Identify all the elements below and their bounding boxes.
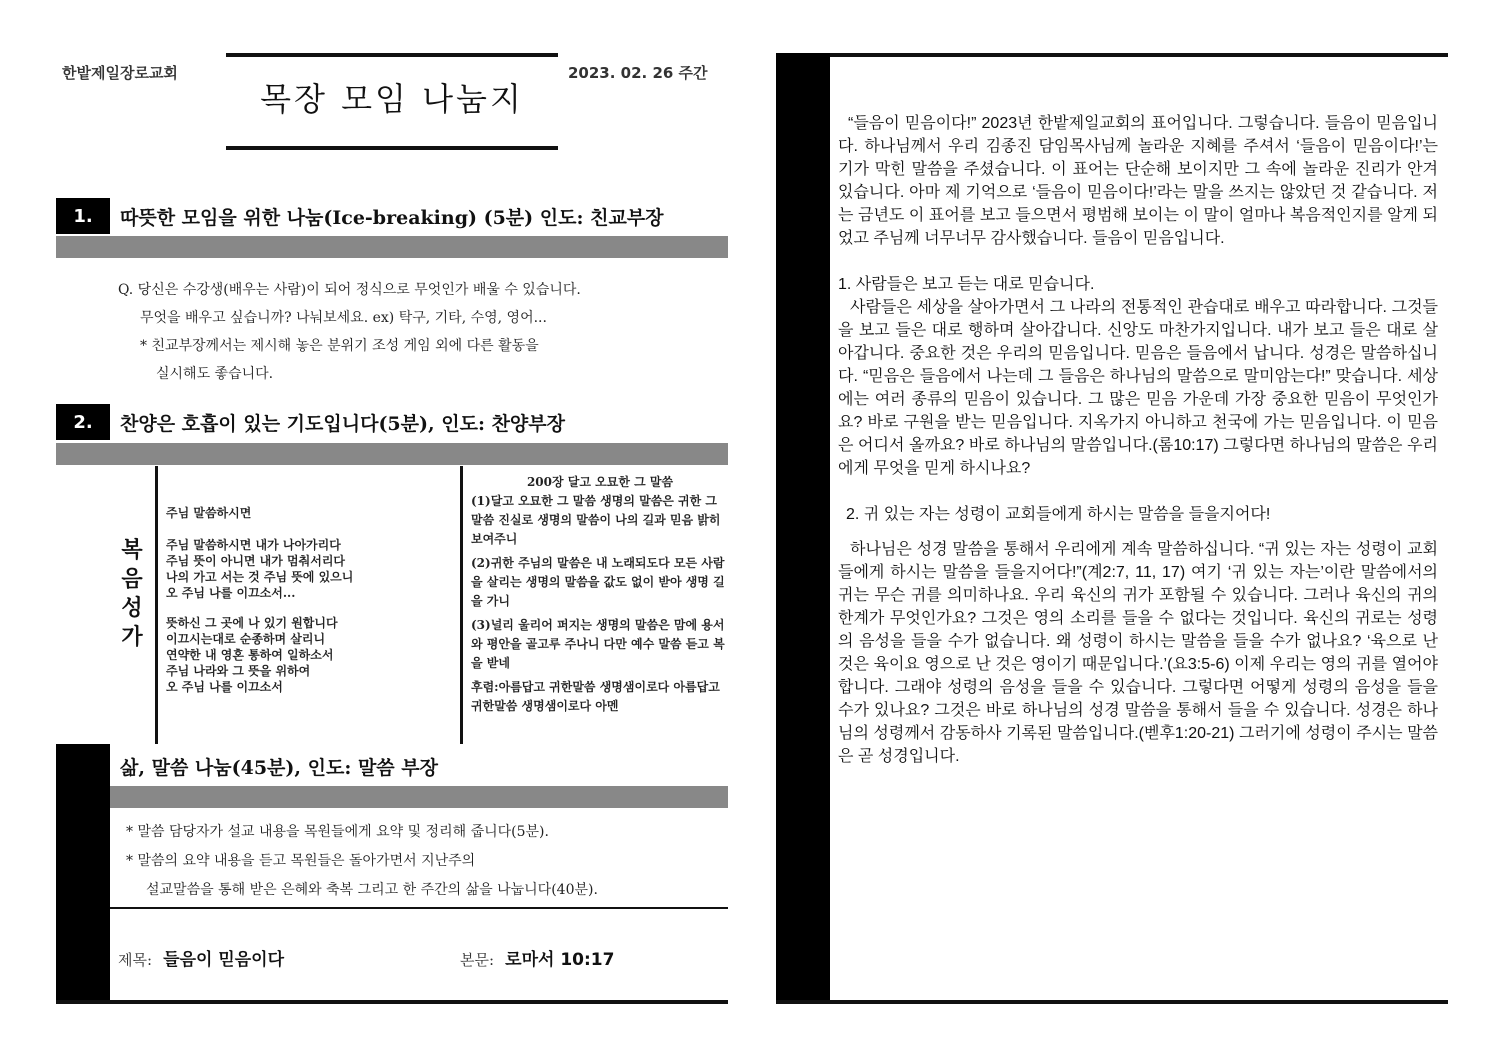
article-paragraph-1: “들음이 믿음이다!” 2023년 한밭제일교회의 표어입니다. 그렇습니다. 들음이 믿음입니다. 하나님께서 우리 김종진 담임목사님께 놀라운 지혜를 주셔서 ‘들음이 믿음이다!’는 기가 막힌 말씀을 주셨습니다. 이 표어는 단순해 보이지만 그 속에 놀라운 진리가 안겨 있습니다. 아마 제 기억으로 ‘들음이 믿음이다!’라는 말을 쓰지는 않았던 것 같습니다. 저는 금년도 이 표어를 보고 들으면서 평범해 보이는 이 말이 얼마나 복음적인지를 알게 되었고 주님께 너무너무 감사했습니다. 들음이 믿음입니다. xyxy=(838,115,1438,247)
article-paragraph-3: 하나님은 성경 말씀을 통해서 우리에게 계속 말씀하십니다. “귀 있는 자는 성령이 교회들에게 하시는 말씀을 들을지어다!”(계2:7, 11, 17) 여기 ‘귀 있는 자는’이란 말씀에서의 귀는 무슨 귀를 의미하나요. 우리 육신의 귀가 포함될 수 있습니다. 그러나 육신의 귀의 한계가 무엇인가요? 그것은 영의 소리를 들을 수 없다는 것입니다. 육신의 귀로는 성령의 음성을 들을 수가 없습니다. 왜 성령이 하시는 말씀을 들을 수가 없나요? ‘육으로 난 것은 육이요 영으로 난 것은 영이기 때문입니다.’(요3:5-6) 이제 우리는 영의 귀를 열어야 합니다. 그래야 성령의 음성을 들을 수 있습니다. 그렇다면 어떻게 성령의 음성을 들을 수가 있나요? 그것은 바로 하나님의 성경 말씀을 통해서 들을 수 있습니다. 성경은 하나님의 성령께서 감동하사 기록된 말씀입니다.(벧후1:20-21) 그러기에 성령이 주시는 말씀은 곧 성경입니다. xyxy=(838,541,1438,765)
icebreak-line-2: 무엇을 배우고 싶습니까? 나눠보세요. ex) 탁구, 기타, 수영, 영어... xyxy=(140,310,547,326)
lyric-line: 주님 뜻이 아니면 내가 멈춰서리다 xyxy=(166,554,346,568)
lyric-line: 나의 가고 서는 것 주님 뜻에 있으니 xyxy=(166,570,354,584)
sermon-instructions xyxy=(126,818,726,905)
song-2-verse-2: (2)귀한 주님의 말씀은 내 노래되도다 모든 사람을 살리는 생명의 말씀을 값도 없이 받아 생명 길을 가니 xyxy=(471,556,725,608)
sermon-article xyxy=(838,112,1438,791)
article-heading-1: 1. 사람들은 보고 듣는 대로 믿습니다. xyxy=(838,276,1095,293)
left-page-bottom-rule xyxy=(56,1000,728,1004)
page-title: 목장 모임 나눔지 xyxy=(260,80,524,118)
song-1-verse-1 xyxy=(166,537,456,601)
lyric-line: 뜻하신 그 곳에 나 있기 원합니다 xyxy=(166,616,338,630)
article-heading-2: 2. 귀 있는 자는 성령이 교회들에게 하시는 말씀을 들을지어다! xyxy=(846,506,1271,523)
lyric-line: 주님 나라와 그 뜻을 위하여 xyxy=(166,664,311,678)
sermon-note-1: * 말씀 담당자가 설교 내용을 목원들에게 요약 및 정리해 줍니다(5분). xyxy=(126,824,549,840)
section-2-title: 찬양은 호흡이 있는 기도입니다(5분), 인도: 찬양부장 xyxy=(120,413,565,435)
title-rule-top xyxy=(226,53,558,57)
lyric-line: 오 주님 나를 이끄소서 xyxy=(166,680,283,694)
bulletin-date: 2023. 02. 26 주간 xyxy=(568,64,708,82)
hymn-song-2 xyxy=(471,473,729,721)
right-page-side-bar xyxy=(776,53,830,1004)
sermon-note-3: 설교말씀을 통해 받은 은혜와 축복 그리고 한 주간의 삶을 나눕니다(40분). xyxy=(146,882,598,898)
icebreak-line-3: * 친교부장께서는 제시해 놓은 분위기 조성 게임 외에 다른 활동을 xyxy=(140,338,539,354)
hymn-divider-right xyxy=(460,466,463,744)
sermon-title-row xyxy=(118,945,284,970)
sermon-title-label: 제목: xyxy=(118,951,153,969)
gospel-label-char: 성 xyxy=(121,595,143,621)
gospel-label-char: 음 xyxy=(121,566,143,592)
title-rule-bottom xyxy=(226,146,558,150)
song-2-chorus: 후렴:아름답고 귀한말씀 생명샘이로다 아름답고 귀한말씀 생명샘이로다 아멘 xyxy=(471,680,720,713)
hymn-song-1 xyxy=(166,505,456,695)
section-3-bar xyxy=(56,786,728,808)
song-1-verse-2 xyxy=(166,615,456,695)
section-2-bar xyxy=(56,443,728,465)
right-page-top-rule xyxy=(776,53,1448,57)
lyric-line: 연약한 내 영혼 통하여 일하소서 xyxy=(166,648,334,662)
icebreak-line-4: 실시해도 좋습니다. xyxy=(156,366,274,382)
gospel-song-label xyxy=(114,536,150,652)
gospel-label-char: 가 xyxy=(121,624,143,650)
song-2-title: 200장 달고 오묘한 그 말씀 xyxy=(526,475,674,489)
song-1-title: 주님 말씀하시면 xyxy=(166,506,252,520)
lyric-line: 오 주님 나를 이끄소서... xyxy=(166,586,296,600)
right-page-bottom-rule xyxy=(776,1000,1448,1004)
section-3-side-bar xyxy=(56,744,110,1002)
gospel-label-char: 복 xyxy=(121,537,143,563)
section-1-number: 1. xyxy=(56,198,110,234)
sermon-text-row xyxy=(460,945,614,970)
song-2-verse-3: (3)널리 울리어 퍼지는 생명의 말씀은 맘에 용서와 평안을 골고루 주나니 다만 예수 말씀 듣고 복을 받네 xyxy=(471,618,725,670)
sermon-text-value: 로마서 10:17 xyxy=(505,950,615,970)
hymn-divider-left xyxy=(155,466,158,744)
song-2-verse-1: (1)달고 오묘한 그 말씀 생명의 말씀은 귀한 그 말씀 진실로 생명의 말씀이 나의 길과 믿음 밝히 보여주니 xyxy=(471,494,721,546)
sermon-note-2: * 말씀의 요약 내용을 듣고 목원들은 돌아가면서 지난주의 xyxy=(126,853,476,869)
section-1-title: 따뜻한 모임을 위한 나눔(Ice-breaking) (5분) 인도: 친교부장 xyxy=(120,207,664,229)
church-name: 한밭제일장로교회 xyxy=(62,64,178,82)
sermon-text-label: 본문: xyxy=(460,951,495,969)
lyric-line: 주님 말씀하시면 내가 나아가리다 xyxy=(166,538,341,552)
sermon-separator xyxy=(110,907,728,909)
section-3-title: 삶, 말씀 나눔(45분), 인도: 말씀 부장 xyxy=(120,757,438,779)
section-1-bar xyxy=(56,236,728,258)
article-paragraph-2: 사람들은 세상을 살아가면서 그 나라의 전통적인 관습대로 배우고 따라합니다. 그것들을 보고 들은 대로 행하며 살아갑니다. 신앙도 마찬가지입니다. 내가 보고 들은 대로 살아갑니다. 중요한 것은 우리의 믿음입니다. 믿음은 들음에서 납니다. 성경은 말씀하십니다. “믿음은 들음에서 나는데 그 들음은 하나님의 말씀으로 말미암는다!” 맞습니다. 세상에는 여러 종류의 믿음이 있습니다. 그 많은 믿음 가운데 가장 중요한 믿음이 무엇인가요? 바로 구원을 받는 믿음입니다. 지옥가지 아니하고 천국에 가는 믿음입니다. 이 믿음은 어디서 올까요? 바로 하나님의 말씀입니다.(롬10:17) 그렇다면 하나님의 말씀은 우리에게 무엇을 믿게 하시나요? xyxy=(838,299,1438,477)
icebreak-question xyxy=(118,276,728,388)
sermon-title-value: 들음이 믿음이다 xyxy=(163,950,285,970)
lyric-line: 이끄시는대로 순종하며 살리니 xyxy=(166,632,326,646)
section-2-number: 2. xyxy=(56,404,110,440)
icebreak-line-1: Q. 당신은 수강생(배우는 사람)이 되어 정식으로 무엇인가 배울 수 있습니다. xyxy=(118,282,581,298)
